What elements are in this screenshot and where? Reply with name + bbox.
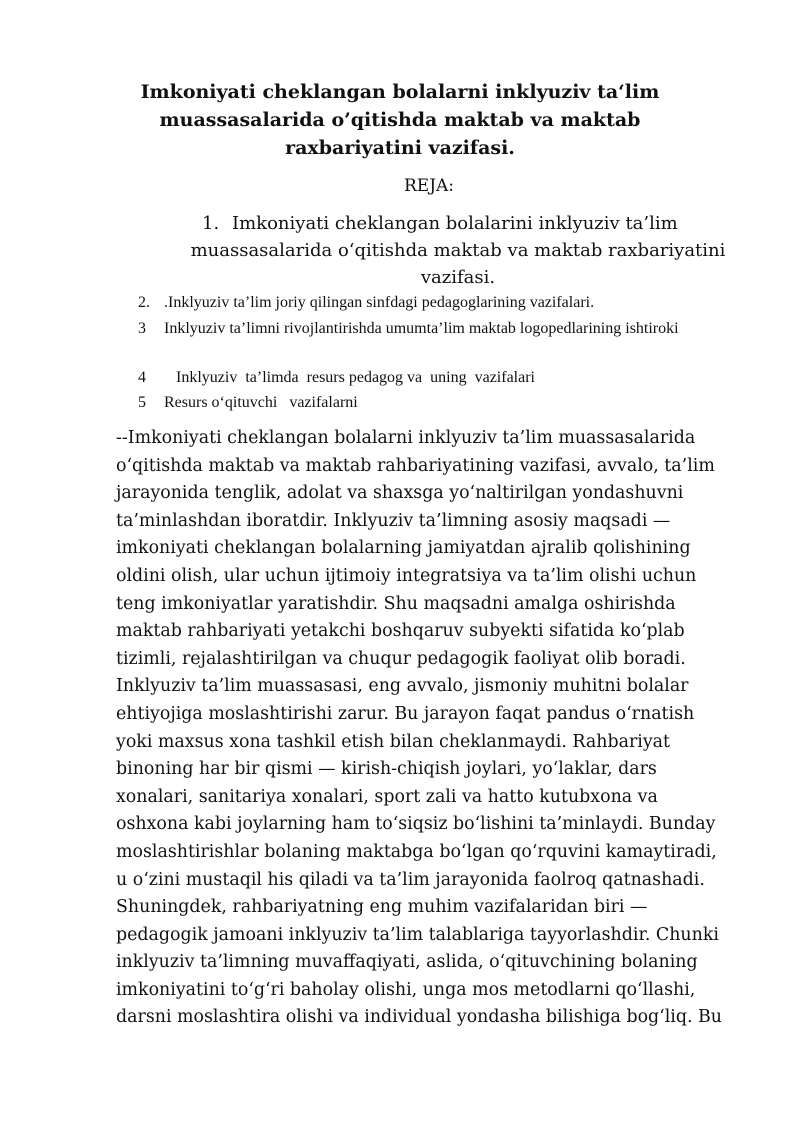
- plan-item-number: 1.: [202, 213, 220, 234]
- plan-heading: REJA:: [403, 176, 455, 196]
- document-title: Imkoniyati cheklangan bolalarni inklyuziv ta‘lim muassasalarida o’qitishda maktab va maktab raxbariyatini vazifasi.: [140, 81, 660, 159]
- plan-item-text: .Inklyuziv ta’lim joriy qilingan sinfdagi pedagoglarining vazifalari.: [164, 294, 595, 311]
- plan-item-text: Imkoniyati cheklangan bolalarini inklyuziv ta’lim: [232, 213, 678, 234]
- plan-item-number: 4: [138, 369, 146, 386]
- plan-item-number: 2.: [138, 294, 150, 311]
- plan-item-text-continued: muassasalarida o‘qitishda maktab va maktab raxbariyatini vazifasi.: [190, 240, 726, 288]
- plan-item-text: Resurs o‘qituvchi vazifalarni: [164, 394, 358, 411]
- plan-item-number: 3: [138, 320, 146, 337]
- body-paragraph: --Imkoniyati cheklangan bolalarni inklyuziv ta’lim muassasalarida o‘qitishda maktab va maktab rahbariyatining vazifasi, avvalo, ta’lim jarayonida tenglik, adolat va shaxsga yo‘naltirilgan yondashuvni ta’minlashdan iboratdir. Inklyuziv ta’limning asosiy maqsadi — imkoniyati cheklangan bolalarning jamiyatdan ajralib qolishining oldini olish, ular uchun ijtimoiy integratsiya va ta’lim olishi uchun teng imkoniyatlar yaratishdir. Shu maqsadni amalga oshirishda maktab rahbariyati yetakchi boshqaruv subyekti sifatida ko‘plab tizimli, rejalashtirilgan va chuqur pedagogik faoliyat olib boradi. Inklyuziv ta’lim muassasasi, eng avvalo, jismoniy muhitni bolalar ehtiyojiga moslashtirishi zarur. Bu jarayon faqat pandus o‘rnatish yoki maxsus xona tashkil etish bilan cheklanmaydi. Rahbariyat binoning har bir qismi — kirish-chiqish joylari, yo‘laklar, dars xonalari, sanitariya xonalari, sport zali va hatto kutubxona va oshxona kabi joylarning ham to‘siqsiz bo‘lishini ta’minlaydi. Bunday moslashtirishlar bolaning maktabga bo‘lgan qo‘rquvini kamaytiradi, u o‘zini mustaqil his qiladi va ta’lim jarayonida faolroq qatnashadi. Shuningdek, rahbariyatning eng muhim vazifalaridan biri — pedagogik jamoani inklyuziv ta’lim talablariga tayyorlashdir. Chunki inklyuziv ta’limning muvaffaqiyati, aslida, o‘qituvchining bolaning imkoniyatini to‘g‘ri baholay olishi, unga mos metodlarni qo‘llashi, darsni moslashtira olishi va individual yondasha bilishiga bog‘liq. Bu: [116, 428, 722, 1028]
- plan-item-text: Inklyuziv ta’limda resurs pedagog va uning vazifalari: [164, 369, 535, 386]
- plan-item-text: Inklyuziv ta’limni rivojlantirishda umumta’lim maktab logopedlarining ishtiroki: [164, 320, 679, 337]
- plan-item-number: 5: [138, 394, 146, 411]
